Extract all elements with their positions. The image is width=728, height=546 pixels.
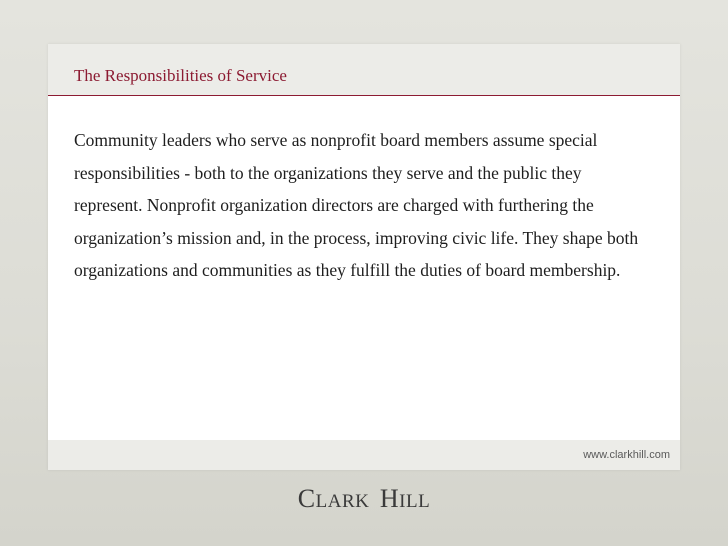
slide-title: The Responsibilities of Service <box>74 66 287 85</box>
title-band <box>48 44 680 96</box>
logo-word-hill: HILL <box>379 484 431 513</box>
website-url-link[interactable]: www.clarkhill.com <box>583 449 670 461</box>
logo-word-clark: CLARK <box>297 484 370 513</box>
clark-hill-logo <box>0 484 728 514</box>
slide-panel <box>48 44 680 470</box>
footer-band <box>48 440 680 470</box>
slide-body-text: Community leaders who serve as nonprofit board members assume special responsibilities - both to the organizations they serve and the public they represent. Nonprofit organization directors are charged with furthering the organization’s mission and, in the process, improving civic life. They shape both organizations and communities as they fulfill the duties of board membership. <box>74 130 639 280</box>
